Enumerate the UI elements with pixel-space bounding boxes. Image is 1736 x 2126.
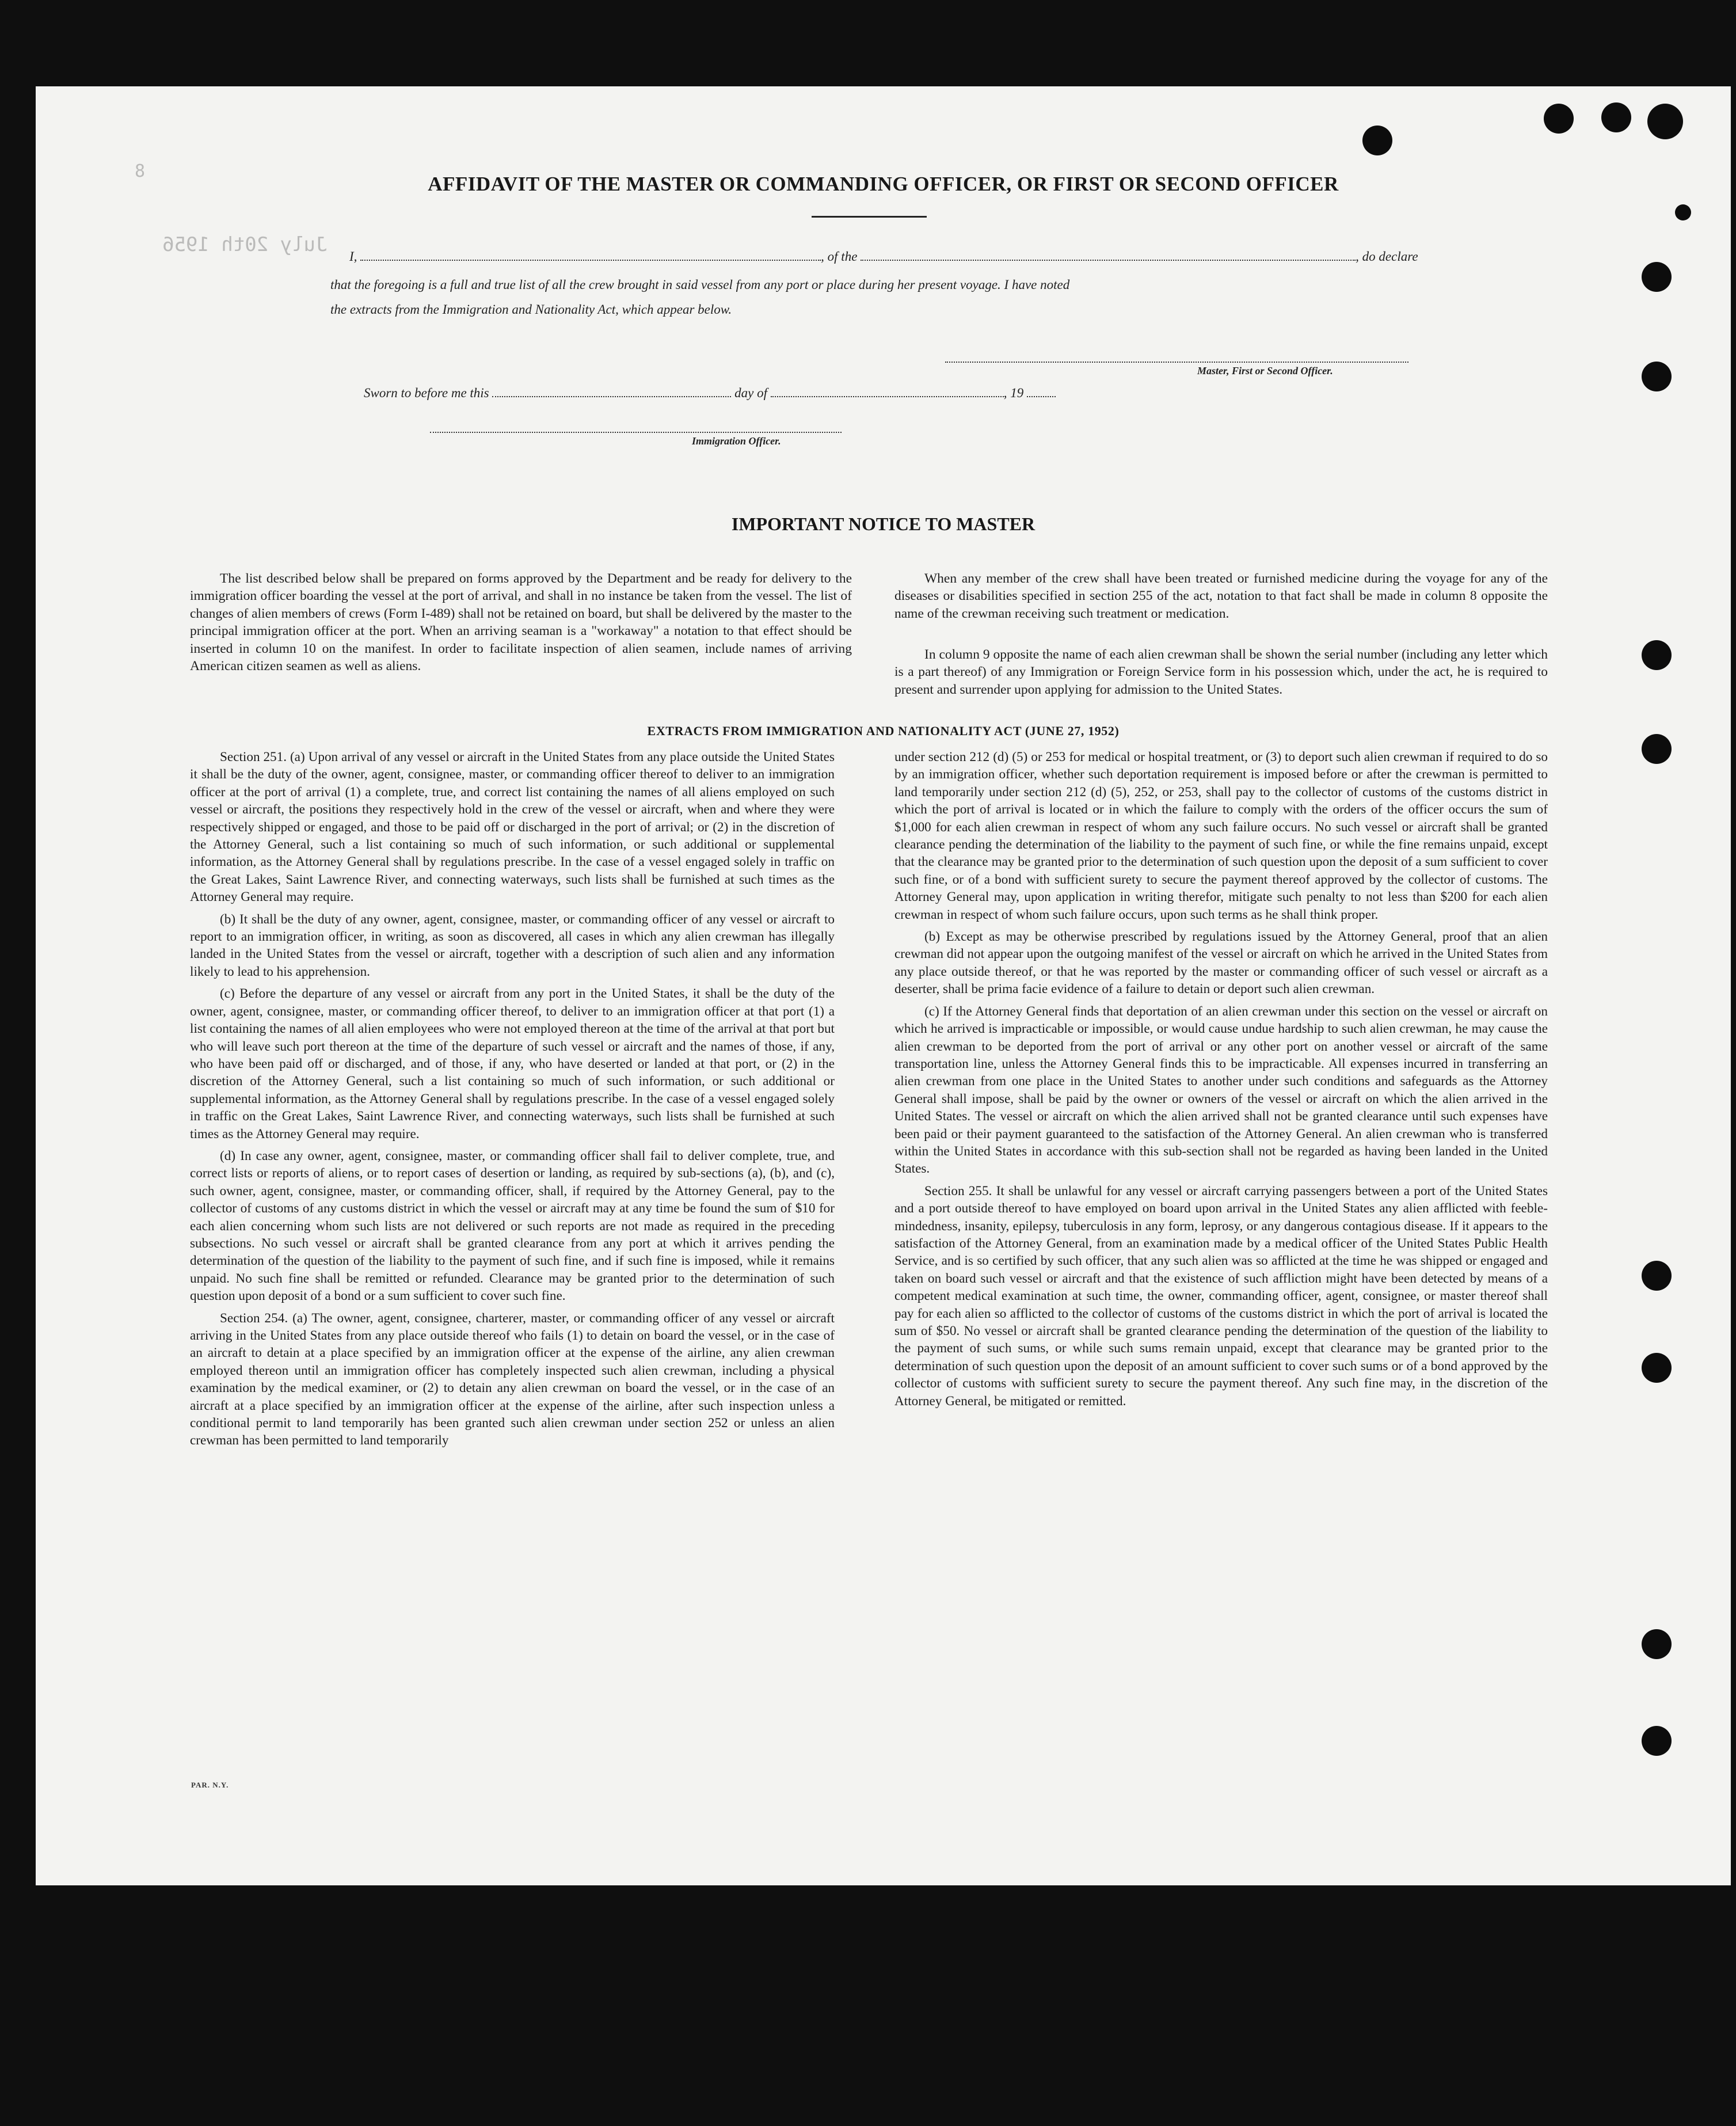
punch-hole — [1642, 262, 1672, 292]
punch-hole — [1601, 102, 1631, 132]
vessel-name-field[interactable] — [861, 249, 1356, 261]
form-page — [36, 86, 1731, 1885]
section-255: Section 255. It shall be unlawful for any vessel or aircraft carrying passengers between a port of the United States and a port outside thereof to have employed on board upon arrival in the United States any alien afflicted with feeble-mindedness, insanity, epilepsy, tuberculosis in any form, leprosy, or any dangerous contagious disease. If it appears to the satisfaction of the Attorney General, from an examination made by a medical officer of the United States Public Health Service, and is so certified by such officer, that any such alien was so afflicted at the time he was shipped or engaged and taken on board such vessel or aircraft and that the existence of such affliction might have been detected by means of a competent medical examination at such time, the owner, commanding officer, agent, consignee, or master thereof shall pay for each alien so afflicted to the collector of customs of the customs district in which the port of arrival is located the sum of $50. No vessel or aircraft shall be granted clearance pending the determination of the question of the liability to the payment of such sums, or while such sums remain unpaid, except that clearance may be granted prior to the determination of such question upon the deposit of an amount sufficient to cover such sums or of a bond approved by the collector of customs with sufficient surety to secure the payment thereof. Any such fine may, in the discretion of the Attorney General, be mitigated or remitted. — [894, 1183, 1548, 1409]
section-251-c: (c) Before the departure of any vessel or aircraft from any port in the United States, it shall be the duty of the owner, agent, consignee, master, or commanding officer thereof, to deliver to an immigration officer at that port (1) a list containing the names of all alien employees who were not employed thereon at the time of the arrival at that port but who will leave such port thereon at the time of the departure of such vessel or aircraft and the names of those, if any, who have been paid off or discharged, and of those, if any, who have deserted or landed at that port, or (2) in the discretion of the Attorney General, such a list containing so much of such information, or such additional or supplemental information, as the Attorney General shall by regulations prescribe. In the case of a vessel engaged solely in traffic on the Great Lakes, Saint Lawrence River, and connecting waterways, such lists shall be furnished at such times as the Attorney General may require. — [190, 986, 835, 1142]
punch-hole — [1544, 104, 1574, 134]
sworn-month-field[interactable] — [771, 386, 1004, 397]
master-signature-caption: Master, First or Second Officer. — [1197, 365, 1333, 376]
bleed-through-margin-number: 8 — [135, 161, 146, 181]
notice-right-paragraph-1: When any member of the crew shall have been treated or furnished medicine during the voyage for any of the diseases or disabilities specified in section 255 of the act, notation to that fact shall be made in column 8 opposite the name of the crewman receiving such treatment or medication. — [894, 571, 1548, 621]
punch-hole — [1642, 1629, 1672, 1659]
sworn-day-field[interactable] — [492, 386, 731, 397]
section-251-b: (b) It shall be the duty of any owner, agent, consignee, master, or commanding officer of any vessel or aircraft to report to an immigration officer, in writing, as soon as discovered, all cases in which any alien crewman has illegally landed in the United States from the vessel or aircraft, together with a description of such alien and any information likely to lead to his apprehension. — [190, 911, 835, 979]
sworn-day-of: day of — [734, 386, 767, 400]
affidavit-title: AFFIDAVIT OF THE MASTER OR COMMANDING OFFICER, OR FIRST OR SECOND OFFICER — [428, 173, 1339, 195]
punch-hole — [1675, 204, 1691, 220]
extracts-right-column — [894, 748, 1548, 1414]
bleed-through-date: July 20th 1956 — [162, 233, 328, 256]
affidavit-declaration-line — [349, 249, 1418, 264]
section-254-a-continued: under section 212 (d) (5) or 253 for medical or hospital treatment, or (3) to deport such alien crewman if required to do so by an immigration officer, whether such deportation requirement is imposed before or after the crewman is permitted to land temporarily under section 212 (d) (5), 252, or 253, shall pay to the collector of customs of the customs district in which the port of arrival is located or in which the failure to comply with the orders of the officer occurs the sum of $1,000 for each alien crewman in respect of whom any such failure occurs. No such vessel or aircraft shall be granted clearance pending the determination of the liability to the payment of such fine, or while the fine remains unpaid, except that the clearance may be granted prior to the determination of such question upon the deposit of a sum sufficient to cover such fine, or of a bond with sufficient surety to secure the payment thereof approved by the collector of customs. The Attorney General may, upon application in writing therefor, mitigate such penalty to not less than $200 for each alien crewman in respect of whom such failure occurs, upon such terms as he shall think proper. — [894, 750, 1548, 922]
punch-hole — [1647, 104, 1683, 139]
punch-hole — [1642, 1726, 1672, 1756]
section-251-d: (d) In case any owner, agent, consignee, master, or commanding officer shall fail to deliver complete, true, and correct lists or reports of aliens, or to report cases of desertion or landing, as required by sub-sections (a), (b), and (c), such owner, agent, consignee, master, or commanding officer, shall, if required by the Attorney General, pay to the collector of customs of any customs district in which the vessel or aircraft may at any time be found the sum of $10 for each alien concerning whom such lists are not delivered or such reports are not made as required in the preceding subsections. No such vessel or aircraft shall be granted clearance from any port at which it arrives pending the determination of the question of the liability to the payment of such fine, and if such fine is imposed, while it remains unpaid. No such fine shall be remitted or refunded. Clearance may be granted prior to the determination of such question upon deposit of a bond or a sum sufficient to cover such fine. — [190, 1148, 835, 1304]
extracts-left-column — [190, 748, 835, 1454]
sworn-year-field[interactable] — [1027, 386, 1056, 397]
section-254-b: (b) Except as may be otherwise prescribed by regulations issued by the Attorney General, proof that an alien crewman did not appear upon the outgoing manifest of the vessel or aircraft on which he arrived in the United States from any place outside thereof, or that he was reported by the master or commanding officer of such vessel or aircraft as a deserter, shall be prima facie evidence of a failure to detain or deport such alien crewman. — [894, 929, 1548, 997]
section-251-a: Section 251. (a) Upon arrival of any vessel or aircraft in the United States from any place outside the United States it shall be the duty of the owner, agent, consignee, master, or commanding officer thereof to deliver to an immigration officer at the port of arrival (1) a complete, true, and correct list containing the names of all aliens employed on such vessel or aircraft, the positions they respectively hold in the crew of the vessel or aircraft, when and where they were respectively shipped or engaged, and those to be paid off or discharged in the port of arrival; or (2) in the discretion of the Attorney General, such a list containing so much of such information, or such additional or supplemental information, as the Attorney General shall by regulations prescribe. In the case of a vessel engaged solely in traffic on the Great Lakes, Saint Lawrence River, and connecting waterways, such lists shall be furnished at such times as the Attorney General may require. — [190, 750, 835, 905]
punch-hole — [1642, 1261, 1672, 1291]
affidavit-line-2: that the foregoing is a full and true list of all the crew brought in said vessel from any port or place during her present voyage. I have noted — [330, 277, 1070, 292]
punch-hole — [1642, 640, 1672, 670]
affidavit-of-the: , of the — [821, 249, 858, 264]
sworn-prefix: Sworn to before me this — [364, 386, 489, 400]
notice-left-paragraph: The list described below shall be prepared on forms approved by the Department and be ready for delivery to the immigration officer boarding the vessel at the port of arrival, and shall in no instance be taken from the vessel. The list of changes of alien members of crews (Form I-489) shall not be retained on board, but shall be delivered by the master to the principal immigration officer at the port. When an arriving seaman is a "workaway" a notation to that effect should be inserted in column 10 on the manifest. In order to facilitate inspection of alien seamen, include names of arriving American citizen seamen as well as aliens. — [190, 571, 852, 674]
affidavit-i: I, — [349, 249, 357, 264]
affidavit-line-3: the extracts from the Immigration and Nationality Act, which appear below. — [330, 302, 732, 317]
officer-signature-field[interactable] — [430, 432, 842, 433]
sworn-year: , 19 — [1003, 386, 1024, 400]
printer-mark: PAR. N.Y. — [191, 1781, 229, 1789]
master-signature-field[interactable] — [945, 362, 1408, 363]
punch-hole — [1362, 125, 1392, 155]
affidavit-do-declare: , do declare — [1356, 249, 1418, 264]
section-254-c: (c) If the Attorney General finds that deportation of an alien crewman under this section on the vessel or aircraft on which he arrived is impracticable or impossible, or would cause undue hardship to such alien crewman, he may cause the alien crewman to be deported from the port of arrival or any other port on another vessel or aircraft of the same transportation line, unless the Attorney General finds this to be impracticable. All expenses incurred in transferring an alien crewman from one place in the United States to another under such conditions and safeguards as the Attorney General shall impose, shall be paid by the owner or owners of the vessel or aircraft on which the alien arrived in the United States. The vessel or aircraft on which the alien arrived shall not be granted clearance until such expenses have been paid or their payment guaranteed to the satisfaction of the Attorney General. An alien crewman who is transferred within the United States in accordance with this sub-section shall not be regarded as having been landed in the United States. — [894, 1003, 1548, 1177]
punch-hole — [1642, 1353, 1672, 1383]
notice-title: IMPORTANT NOTICE TO MASTER — [731, 514, 1035, 534]
punch-hole — [1642, 362, 1672, 391]
extracts-title: EXTRACTS FROM IMMIGRATION AND NATIONALITY ACT (JUNE 27, 1952) — [647, 724, 1120, 738]
sworn-line — [364, 386, 1056, 401]
officer-signature-caption: Immigration Officer. — [692, 435, 781, 447]
notice-right-paragraph-2: In column 9 opposite the name of each alien crewman shall be shown the serial number (including any letter which is a part thereof) of any Immigration or Foreign Service form in his possession which, under the act, he is required to present and surrender upon applying for admission to the United States. — [894, 647, 1548, 697]
master-name-field[interactable] — [360, 249, 821, 261]
section-254-a: Section 254. (a) The owner, agent, consignee, charterer, master, or commanding officer of any vessel or aircraft arriving in the United States from any place outside thereof who fails (1) to detain on board the vessel, or in the case of an aircraft to detain at a place specified by an immigration officer at the expense of the airline, any alien crewman employed thereon until an immigration officer has completely inspected such alien crewman, including a physical examination by the medical examiner, or (2) to detain any alien crewman on board the vessel, or in the case of an aircraft at a place specified by an immigration officer at the expense of the airline, after such inspection unless a conditional permit to land temporarily has been granted such alien crewman under section 252 or unless an alien crewman has been permitted to land temporarily — [190, 1310, 835, 1448]
title-divider — [812, 216, 927, 218]
